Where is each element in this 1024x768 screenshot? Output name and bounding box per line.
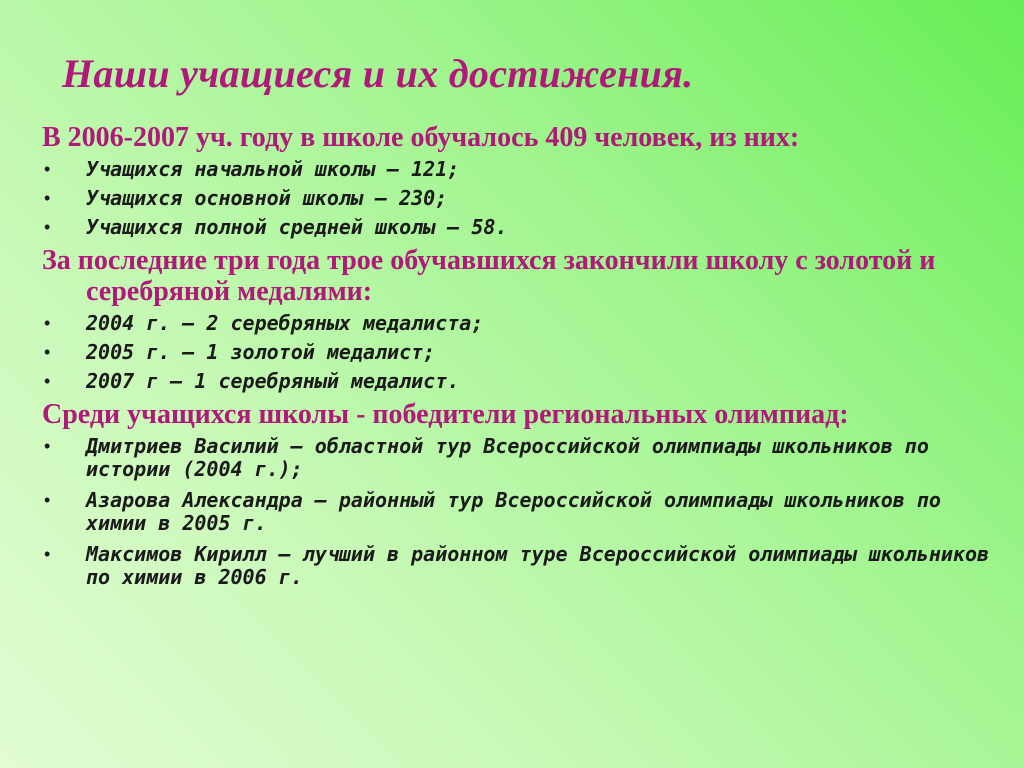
list-item-text: Азарова Александра – районный тур Всероссийской олимпиады школьников по химии в 2005 г. (86, 488, 941, 535)
list-item (42, 489, 1002, 535)
bullet-icon: • (44, 436, 51, 456)
list-item (42, 543, 1002, 589)
bullet-icon: • (44, 490, 51, 510)
list-item-text: 2007 г – 1 серебряный медалист. (86, 369, 460, 393)
list-item-text: 2005 г. – 1 золотой медалист; (86, 340, 436, 364)
list-item (42, 312, 1002, 334)
slide-content (42, 122, 1002, 597)
list-item (42, 158, 1002, 180)
list-item (42, 216, 1002, 238)
section-heading-olympiads: Среди учащихся школы - победители региональных олимпиад: (42, 399, 849, 430)
list-item (42, 341, 1002, 363)
bullet-list-olympiads (42, 435, 1002, 589)
list-item (42, 435, 1002, 481)
list-item-text: Учащихся основной школы – 230; (86, 186, 448, 210)
slide-title: Наши учащиеся и их достижения. (62, 51, 694, 96)
bullet-icon: • (44, 544, 51, 564)
bullet-icon: • (44, 159, 51, 179)
bullet-icon: • (44, 371, 51, 391)
list-item (42, 370, 1002, 392)
bullet-list-enrollment (42, 158, 1002, 238)
section-heading-enrollment: В 2006-2007 уч. году в школе обучалось 409 человек, из них: (42, 122, 800, 153)
bullet-icon: • (44, 342, 51, 362)
bullet-icon: • (44, 313, 51, 333)
list-item-text: Учащихся начальной школы – 121; (86, 157, 460, 181)
bullet-icon: • (44, 188, 51, 208)
bullet-list-medals (42, 312, 1002, 392)
list-item-text: Максимов Кирилл – лучший в районном туре Всероссийской олимпиады школьников по химии в 2006 г. (86, 542, 990, 589)
list-item-text: Дмитриев Василий – областной тур Всероссийской олимпиады школьников по истории (2004 г.); (86, 434, 929, 481)
list-item-text: 2004 г. – 2 серебряных медалиста; (86, 311, 484, 335)
bullet-icon: • (44, 217, 51, 237)
section-heading-medals: За последние три года трое обучавшихся закончили школу с золотой и серебряной медалями: (42, 245, 936, 307)
list-item (42, 187, 1002, 209)
list-item-text: Учащихся полной средней школы – 58. (86, 215, 508, 239)
